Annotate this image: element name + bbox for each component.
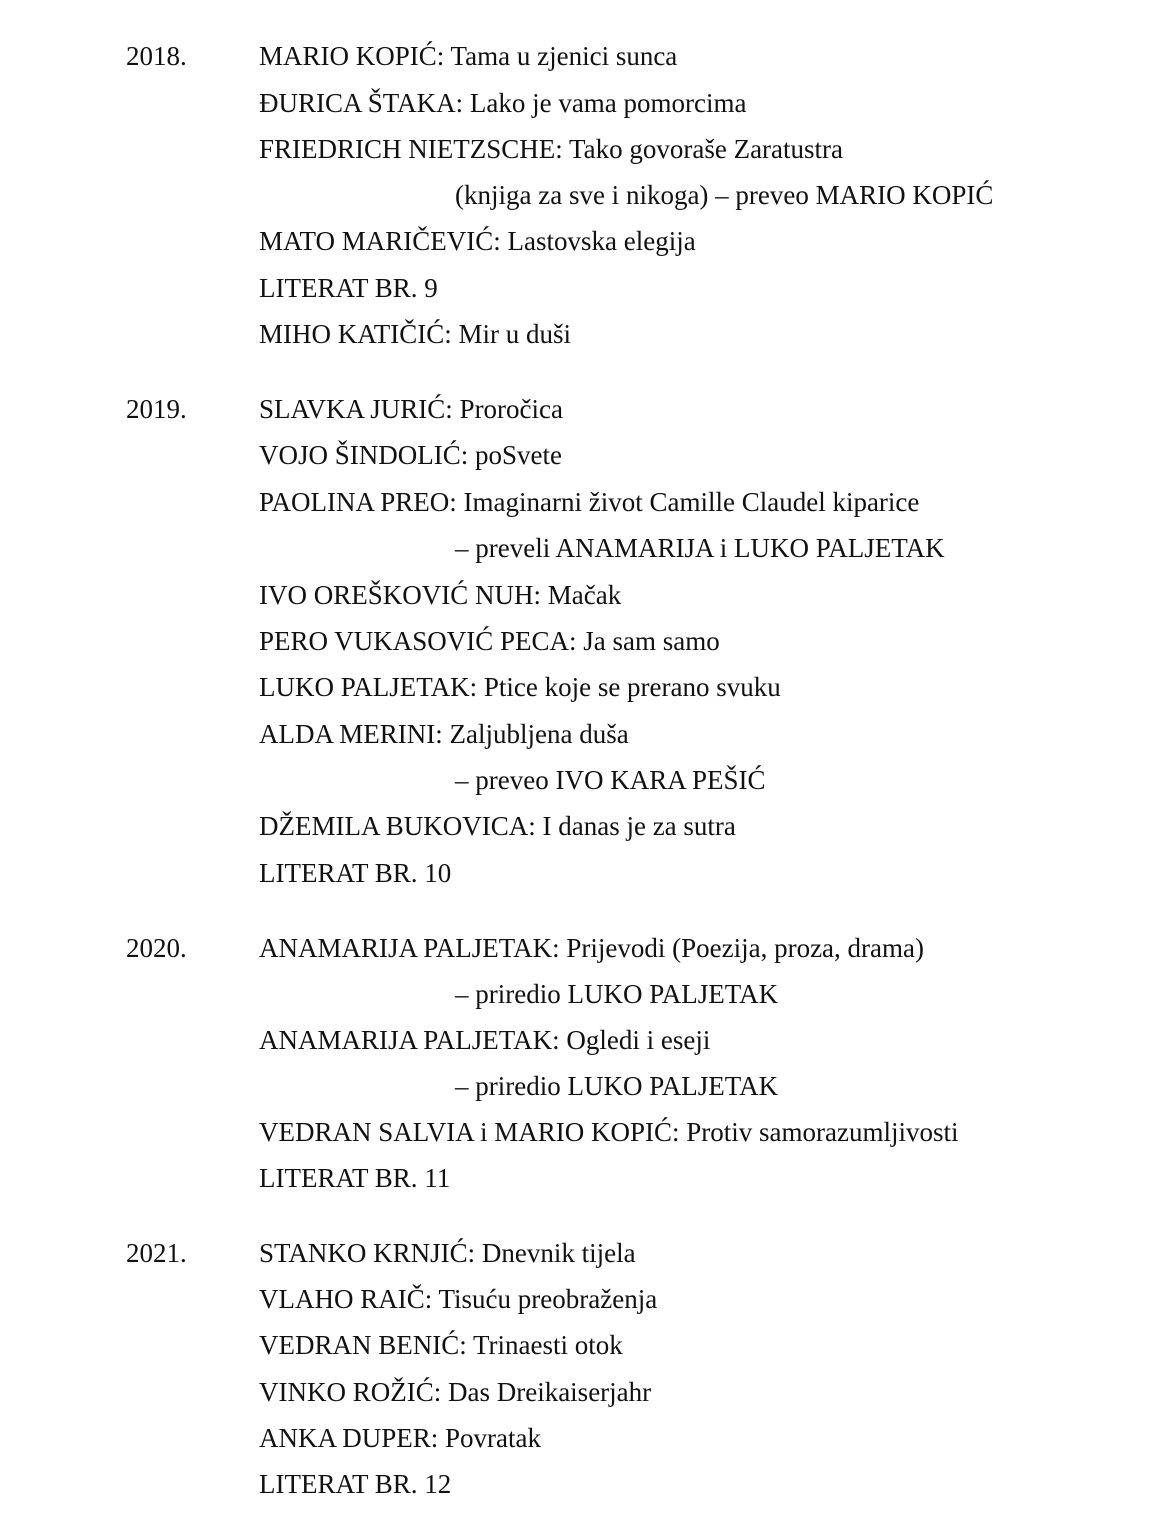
entry-line: ANAMARIJA PALJETAK: Prijevodi (Poezija, proza, drama) [259,933,924,963]
year-label: 2021. [126,1238,187,1268]
entry-line: SLAVKA JURIĆ: Proročica [259,394,564,424]
entry-line: VEDRAN SALVIA i MARIO KOPIĆ: Protiv samorazumljivosti [259,1117,959,1147]
entry-line: LITERAT BR. 10 [259,858,452,888]
entry-line: MIHO KATIČIĆ: Mir u duši [259,319,572,349]
entry-line: VLAHO RAIČ: Tisuću preobraženja [259,1284,658,1314]
entry-line: MATO MARIČEVIĆ: Lastovska elegija [259,226,696,256]
entry-line: ĐURICA ŠTAKA: Lako je vama pomorcima [259,88,747,118]
entry-continuation: – preveli ANAMARIJA i LUKO PALJETAK [455,533,945,563]
entry-continuation: – priredio LUKO PALJETAK [455,979,779,1009]
entry-continuation: – preveo IVO KARA PEŠIĆ [455,765,766,795]
entry-line: VOJO ŠINDOLIĆ: poSvete [259,440,562,470]
entry-line: MARIO KOPIĆ: Tama u zjenici sunca [259,41,678,71]
year-label: 2019. [126,394,187,424]
entry-line: IVO OREŠKOVIĆ NUH: Mačak [259,580,622,610]
entry-line: ANAMARIJA PALJETAK: Ogledi i eseji [259,1025,711,1055]
entry-line: STANKO KRNJIĆ: Dnevnik tijela [259,1238,636,1268]
entry-continuation: (knjiga za sve i nikoga) – preveo MARIO KOPIĆ [455,180,994,210]
entry-line: ALDA MERINI: Zaljubljena duša [259,719,629,749]
entry-line: VEDRAN BENIĆ: Trinaesti otok [259,1330,623,1360]
entry-line: LITERAT BR. 9 [259,273,438,303]
entry-line: LITERAT BR. 11 [259,1163,451,1193]
entry-line: ANKA DUPER: Povratak [259,1423,541,1453]
entry-line: LUKO PALJETAK: Ptice koje se prerano svuku [259,672,781,702]
entry-line: LITERAT BR. 12 [259,1469,452,1499]
entry-line: DŽEMILA BUKOVICA: I danas je za sutra [259,811,736,841]
entry-line: FRIEDRICH NIETZSCHE: Tako govoraše Zaratustra [259,134,844,164]
entry-line: VINKO ROŽIĆ: Das Dreikaiserjahr [259,1377,652,1407]
year-label: 2020. [126,933,187,963]
entry-line: PAOLINA PREO: Imaginarni život Camille Claudel kiparice [259,487,920,517]
entry-continuation: – priredio LUKO PALJETAK [455,1071,779,1101]
entry-line: PERO VUKASOVIĆ PECA: Ja sam samo [259,626,720,656]
year-label: 2018. [126,41,187,71]
